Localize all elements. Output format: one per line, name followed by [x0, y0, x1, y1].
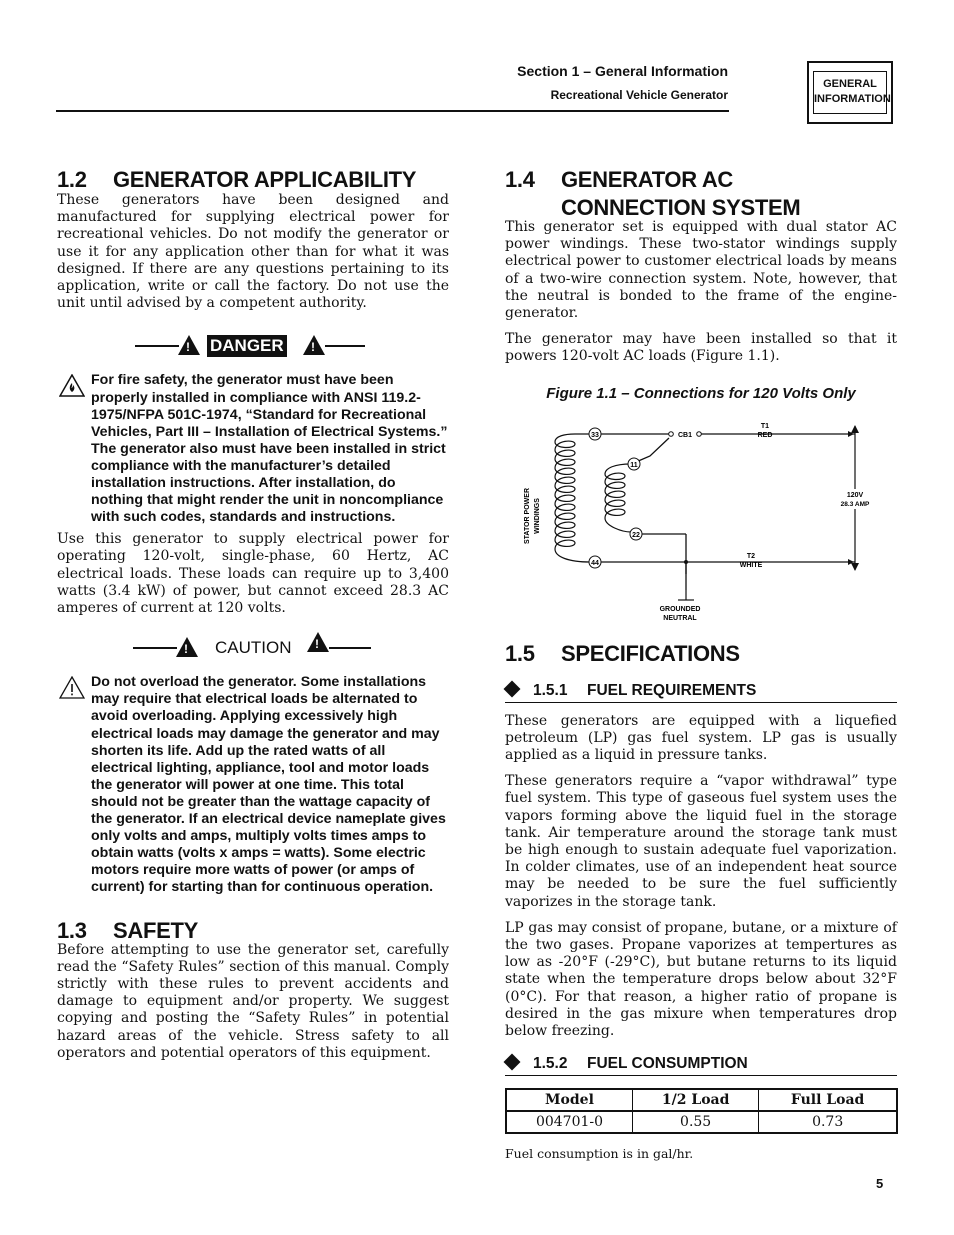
right-column	[505, 166, 897, 1161]
red-label: RED	[757, 431, 773, 439]
heading-title-line2: CONNECTION SYSTEM	[561, 195, 801, 220]
caution-warning	[57, 674, 449, 896]
terminal-44	[589, 556, 601, 568]
header-subtitle: Recreational Vehicle Generator	[550, 88, 728, 102]
fuel-req-paragraph-1: These generators are equipped with a liquefied petroleum (LP) gas fuel system. LP gas is usually applied as a liquid in pressure tanks.	[505, 712, 897, 764]
left-column	[57, 166, 449, 1062]
stator-winding-left	[555, 434, 595, 562]
page-number: 5	[876, 1176, 884, 1191]
danger-banner	[57, 330, 449, 362]
neutral-label: NEUTRAL	[663, 614, 697, 622]
heading-1-5	[505, 640, 897, 668]
table-header-row	[506, 1089, 897, 1111]
svg-text:33: 33	[591, 431, 599, 439]
usage-paragraph: Use this generator to supply electrical power for operating 120-volt, single-phase, 60 Hertz, AC electrical loads. These loads can require up to 3,400 watts (3.4 kW) of power, but cannot exceed 28.3 AC amperes of current at 120 volts.	[57, 531, 449, 617]
fuel-req-paragraph-2: These generators require a “vapor withdrawal” type fuel system. This type of gaseous fuel system uses the vapors forming above the liquid fuel in the storage tank. Air temperature around the storage tank must be high enough to sustain adequate fuel vaporization. In colder climates, use of an independent heat source may be needed to be sure the fuel sufficiently vaporizes in the storage tank.	[505, 773, 897, 910]
heading-title: GENERATOR APPLICABILITY	[113, 167, 417, 192]
danger-warning	[57, 372, 449, 526]
table-header-cell: Full Load	[759, 1089, 897, 1111]
fuel-note: Fuel consumption is in gal/hr.	[505, 1146, 694, 1162]
svg-text:44: 44	[591, 559, 599, 567]
diamond-bullet-icon	[504, 680, 521, 697]
diamond-bullet-icon	[504, 1054, 521, 1071]
section-tab	[807, 61, 893, 124]
warning-triangle-icon: !	[307, 632, 329, 652]
voltage-label: 120V	[846, 491, 864, 499]
amp-label: 28.3 AMP	[840, 500, 870, 508]
warning-triangle-icon: !	[176, 637, 198, 657]
table-cell: 0.55	[632, 1111, 758, 1133]
terminal-22	[630, 528, 642, 540]
table-cell: 004701-0	[506, 1111, 632, 1133]
heading-number: 1.4	[505, 167, 535, 192]
winding-label-2: WINDINGS	[534, 497, 541, 534]
connection-paragraph-2: The generator may have been installed so that it powers 120-volt AC loads (Figure 1.1).	[505, 331, 897, 365]
wiring-diagram	[505, 412, 897, 622]
table-header-cell: Model	[506, 1089, 632, 1111]
danger-text: For fire safety, the generator must have been properly installed in compliance with ANSI 119.2-1975/NFPA 501C-1974, “Standard for Recreational Vehicles, Part III – Installation of Electrical Systems.” The generator also must have been installed in strict compliance with the manufacturer’s detailed installation instructions. After installation, do nothing that might render the unit in noncompliance with such codes, standards and instructions.	[91, 372, 448, 526]
section-tab-line1: GENERAL	[823, 78, 877, 90]
terminal-11	[628, 458, 640, 470]
subheading-title: FUEL REQUIREMENTS	[587, 681, 757, 699]
t1-label: T1	[760, 422, 770, 430]
t2-label: T2	[746, 552, 756, 560]
table-row	[506, 1111, 897, 1133]
subheading-title: FUEL CONSUMPTION	[587, 1055, 748, 1073]
svg-text:22: 22	[632, 531, 640, 539]
heading-1-2	[57, 166, 449, 194]
heading-number: 1.5	[505, 640, 535, 666]
table-header-cell: 1/2 Load	[632, 1089, 758, 1111]
caution-triangle-icon	[59, 676, 85, 699]
white-label: WHITE	[739, 561, 763, 569]
heading-number: 1.2	[57, 167, 87, 192]
safety-paragraph: Before attempting to use the generator set, carefully read the “Safety Rules” section of this manual. Comply strictly with these rules to prevent accidents and damage to equipment and/or property. We suggest copying and posting the “Safety Rules” in potential hazard areas of the vehicle. Stress safety to all operators and potential operators of this equipment.	[57, 941, 449, 1061]
subheading-1-5-2	[505, 1055, 897, 1076]
stator-winding-right	[605, 464, 631, 532]
terminal-33	[589, 428, 601, 440]
heading-title-line1: GENERATOR AC	[561, 167, 734, 192]
subheading-number: 1.5.1	[533, 681, 568, 699]
grounded-label: GROUNDED	[659, 605, 701, 613]
winding-label-1: STATOR POWER	[524, 487, 531, 544]
heading-number: 1.3	[57, 917, 87, 943]
applicability-paragraph: These generators have been designed and manufactured for supplying electrical power for recreational vehicles. Do not modify the generator or use it for any application other than for what it was designed. If there are any questions pertaining to its application, write or call the factory. Do not use the unit until advised by a competent authority.	[57, 192, 449, 312]
fuel-consumption-table	[505, 1088, 898, 1134]
heading-title: SAFETY	[113, 917, 198, 943]
header-rule	[56, 110, 729, 112]
warning-triangle-icon: !	[178, 335, 200, 355]
circuit-breaker-cb1	[669, 428, 702, 440]
subheading-number: 1.5.2	[533, 1055, 568, 1073]
fire-hazard-icon	[59, 374, 85, 397]
heading-title: SPECIFICATIONS	[561, 640, 740, 666]
arrow-marks	[678, 422, 859, 600]
section-tab-line2: INFORMATION	[814, 93, 891, 105]
wires	[601, 431, 849, 590]
caution-label: CAUTION	[215, 638, 292, 658]
subheading-1-5-1	[505, 682, 897, 703]
danger-label: DANGER	[207, 335, 287, 357]
warning-triangle-icon: !	[303, 335, 325, 355]
caution-banner	[57, 632, 449, 664]
figure-caption: Figure 1.1 – Connections for 120 Volts Only	[546, 384, 856, 402]
connection-paragraph-1: This generator set is equipped with dual stator AC power windings. These two-stator windings supply electrical power to customer electrical loads by means of a two-wire connection system. Note, however, that the neutral is bonded to the frame of the engine-generator.	[505, 219, 897, 322]
heading-1-3	[57, 917, 449, 945]
svg-text:11: 11	[630, 461, 638, 469]
caution-text: Do not overload the generator. Some installations may require that electrical loads be alternated to avoid overloading. Applying excessively high electrical loads may damage the generator and may shorten its life. Add up the rated watts of all electrical lighting, appliance, tool and motor loads the generator will power at one time. This total should not be greater than the wattage capacity of the generator. If an electrical device nameplate gives only volts and amps, multiply volts times amps to obtain watts (volts x amps = watts). Some electric motors require more watts of power (or amps of current) for starting than for continuous operation.	[91, 674, 446, 896]
svg-text:CB1: CB1	[677, 431, 693, 439]
fuel-req-paragraph-3: LP gas may consist of propane, butane, or a mixture of the two gases. Propane vaporizes at tempertures as low as -20°F (-29°C), but butane returns to its liquid state when the temperature drops below about 32°F (0°C). For that reason, a higher ratio of propane is desired in the gas mixure when temperatures drop below freezing.	[505, 919, 897, 1040]
heading-1-4	[505, 166, 897, 222]
header-section-title: Section 1 – General Information	[517, 63, 728, 79]
table-cell: 0.73	[759, 1111, 897, 1133]
